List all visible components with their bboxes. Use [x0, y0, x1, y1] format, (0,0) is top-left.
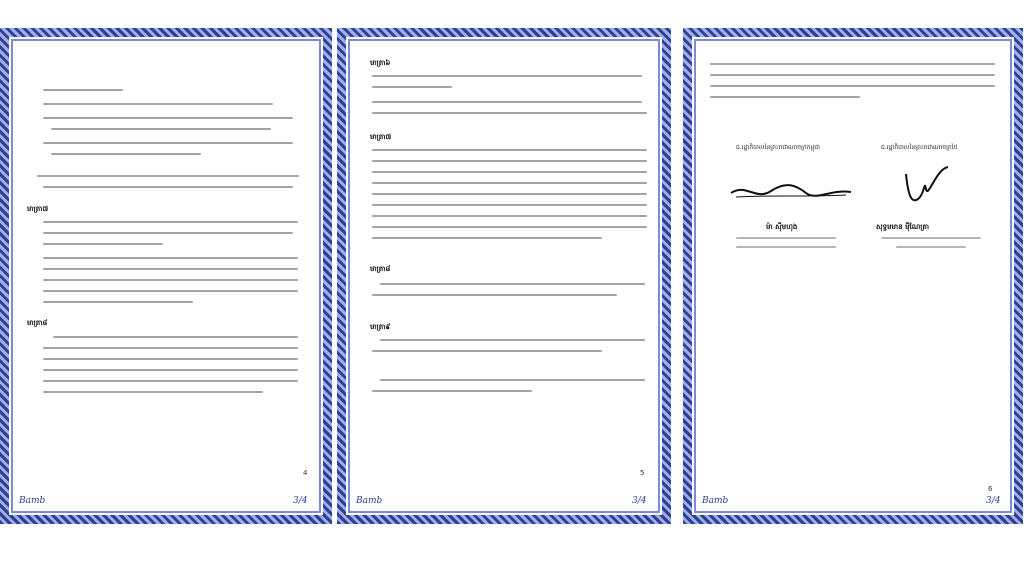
article-heading: មាត្រា៦ [370, 59, 391, 67]
text-line [43, 347, 298, 349]
text-line [372, 215, 647, 217]
text-line [43, 103, 273, 105]
text-line [372, 112, 647, 114]
text-line [372, 101, 642, 103]
text-line [372, 294, 617, 296]
page-1-content [13, 41, 319, 511]
initials-right: 3/4 [293, 496, 308, 506]
signatory-right-title: ជ.រដ្ឋាភិបាលនៃព្រះរាជាណាចក្រថៃ [881, 144, 958, 151]
text-line [736, 246, 836, 248]
document-page-2 [337, 28, 671, 524]
page-2-content [350, 41, 658, 511]
signatory-right-name: សុទ្ធមមាន ម៉ីណែត្រា [876, 223, 930, 231]
document-page-1 [0, 28, 332, 524]
page-number: 4 [303, 469, 308, 477]
article-heading: មាត្រា៩ [370, 323, 391, 331]
text-line [43, 186, 293, 188]
article-heading: មាត្រា៨ [370, 265, 391, 273]
text-line [372, 149, 647, 151]
text-line [372, 193, 647, 195]
text-line [43, 358, 298, 360]
text-line [37, 175, 299, 177]
text-line [710, 96, 860, 98]
text-line [372, 237, 602, 239]
text-line [372, 171, 647, 173]
text-line [43, 142, 293, 144]
text-line [43, 243, 163, 245]
page-number: 5 [640, 469, 645, 477]
initials-right: 3/4 [632, 496, 647, 506]
text-line [53, 336, 298, 338]
text-line [896, 246, 966, 248]
signature-left [726, 171, 856, 211]
text-line [380, 379, 645, 381]
signatory-left-title: ជ.រដ្ឋាភិបាលនៃព្រះរាជាណាចក្រកម្ពុជា [736, 144, 820, 151]
text-line [51, 128, 271, 130]
initials-left: Bamb [19, 496, 46, 506]
text-line [43, 221, 298, 223]
text-line [380, 339, 645, 341]
text-line [43, 232, 293, 234]
text-line [43, 301, 193, 303]
text-line [43, 257, 298, 259]
text-line [736, 237, 836, 239]
text-line [51, 153, 201, 155]
signature-right [896, 159, 956, 219]
text-line [710, 85, 995, 87]
text-line [380, 283, 645, 285]
text-line [43, 89, 123, 91]
initials-left: Bamb [702, 496, 729, 506]
article-heading: មាត្រា៧ [370, 133, 392, 141]
text-line [372, 182, 647, 184]
page-number: 6 [988, 485, 993, 493]
text-line [372, 86, 452, 88]
text-line [372, 390, 532, 392]
text-line [710, 74, 995, 76]
text-line [372, 350, 602, 352]
text-line [43, 380, 298, 382]
text-line [372, 160, 647, 162]
text-line [372, 75, 642, 77]
initials-left: Bamb [356, 496, 383, 506]
text-line [43, 268, 298, 270]
page-3-content [696, 41, 1010, 511]
text-line [43, 369, 298, 371]
text-line [372, 204, 647, 206]
text-line [43, 391, 263, 393]
text-line [43, 279, 298, 281]
text-line [43, 290, 298, 292]
text-line [43, 117, 293, 119]
text-line [710, 63, 995, 65]
document-page-3 [683, 28, 1023, 524]
text-line [881, 237, 981, 239]
signatory-left-name: ម៉ា ស៊ីមហុង [766, 223, 798, 231]
article-heading: មាត្រា៧ [27, 205, 49, 213]
text-line [372, 226, 647, 228]
initials-right: 3/4 [986, 496, 1001, 506]
article-heading: មាត្រា៨ [27, 319, 48, 327]
